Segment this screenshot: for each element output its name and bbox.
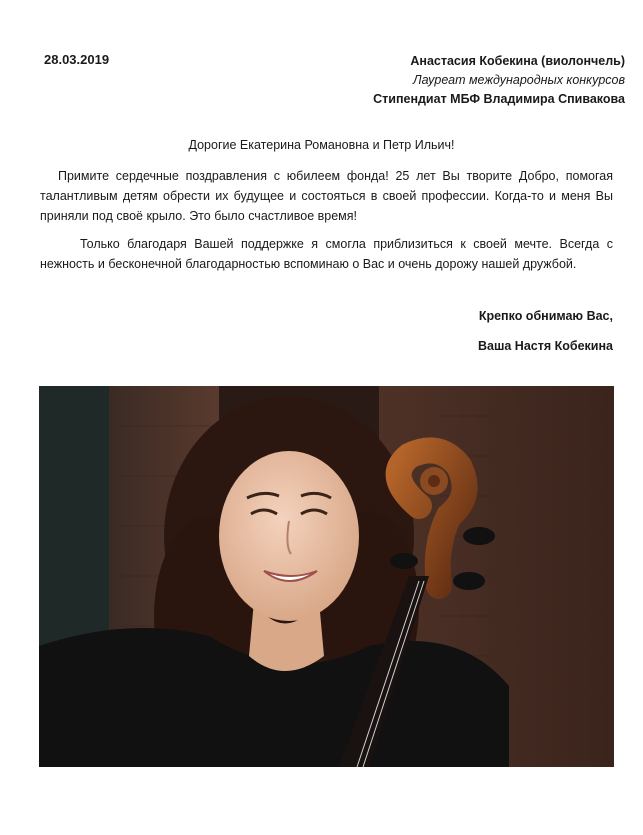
letter-paragraph-1: Примите сердечные поздравления с юбилеем фонда! 25 лет Вы творите Добро, помогая талантливым детям обрести их будущее и состояться в своей профессии. Когда-то и меня Вы приняли под своё крыло. Это было счастливое время! [40, 169, 613, 223]
closing-signature: Ваша Настя Кобекина [477, 339, 613, 353]
sender-block [373, 52, 625, 109]
letter-greeting: Дорогие Екатерина Романовна и Петр Ильич! [188, 138, 455, 152]
sender-title-scholarship: Стипендиат МБФ Владимира Спивакова [373, 92, 625, 106]
letter-closing [478, 301, 613, 361]
closing-line-1: Крепко обнимаю Вас, [478, 309, 613, 323]
cellist-photo [39, 386, 614, 767]
letter-paragraph-2: Только благодаря Вашей поддержке я смогла приблизиться к своей мечте. Всегда с нежность и бесконечной благодарностью вспоминаю о Вас и очень дорожу нашей дружбой. [40, 237, 613, 271]
cellist-photo-illustration [39, 386, 614, 767]
sender-title-laureate: Лауреат международных конкурсов [413, 73, 625, 87]
letter-date: 28.03.2019 [44, 52, 110, 67]
sender-name: Анастасия Кобекина (виолончель) [410, 54, 625, 68]
